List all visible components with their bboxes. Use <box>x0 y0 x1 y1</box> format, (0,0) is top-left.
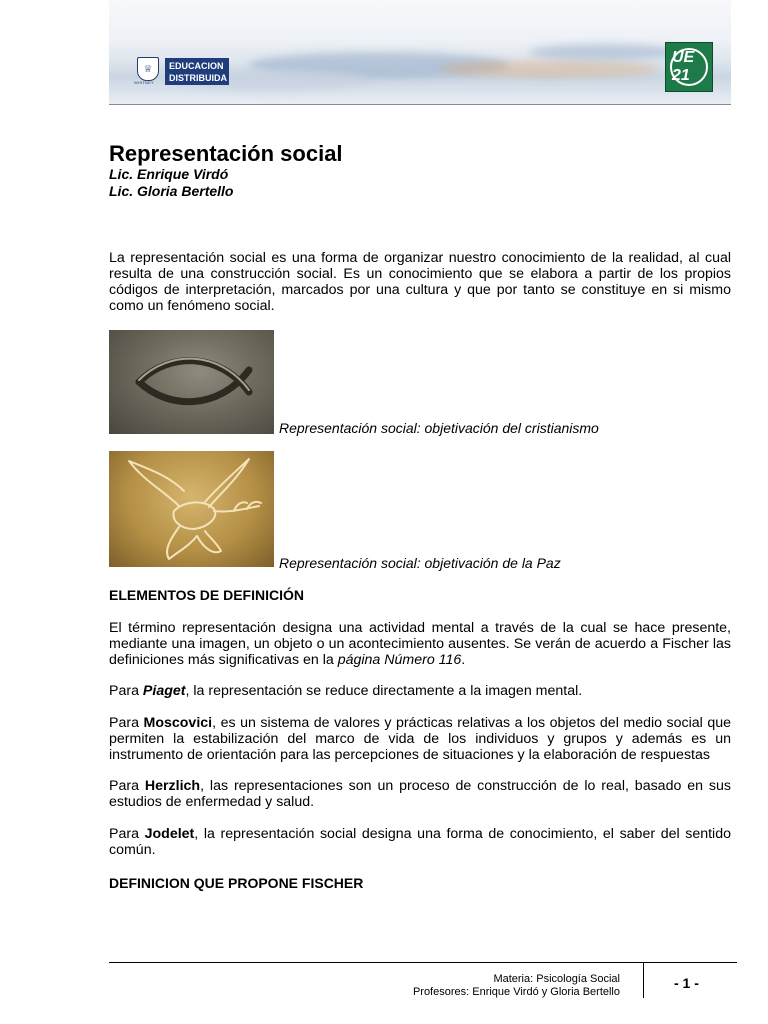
text-run: Para <box>109 683 143 699</box>
footer-materia: Materia: Psicología Social <box>493 973 620 985</box>
educacion-distribuida-logo <box>165 58 229 85</box>
figure-caption-1: Representación social: objetivación del cristianismo <box>279 420 599 436</box>
author-name: Moscovici <box>143 715 213 731</box>
dove-icon <box>109 451 274 567</box>
author-name: Herzlich <box>144 778 201 794</box>
text-run: , es un sistema de valores y prácticas relativas a los objetos del medio social que permiten la estabilización del marco de vida de los individuos y grupos y además es un instrumento de orientación para las percepciones de situaciones y la elaboración de respuestas <box>109 715 731 763</box>
section-heading-fischer: DEFINICION QUE PROPONE FISCHER <box>109 875 364 891</box>
fish-symbol-icon <box>109 330 274 434</box>
author-name: Jodelet <box>144 826 195 842</box>
intro-paragraph: La representación social es una forma de organizar nuestro conocimiento de la realidad, al cual resulta de una construcción social. Es un conocimiento que se elabora a partir de los propios códigos de interpretación, marcados por una cultura y que por tanto se constituye en si mismo como un fenómeno social. <box>109 250 731 314</box>
crest-label: WHITNEY <box>134 80 154 85</box>
text-run: . <box>461 652 466 668</box>
text-run: , la representación social designa una forma de conocimiento, el saber del sentido común. <box>109 826 731 858</box>
page-title: Representación social <box>109 141 343 166</box>
definition-intro-paragraph <box>109 620 731 668</box>
dove-photo <box>109 451 274 567</box>
text-run: Para <box>109 715 144 731</box>
text-run: El término representación designa una actividad mental a través de la cual se hace presente, mediante una imagen, un objeto o un acontecimiento ausentes. Se verán de acuerdo a Fischer las definiciones más significativas en la <box>109 620 731 668</box>
text-run: Para <box>109 826 145 842</box>
definition-piaget <box>109 683 731 699</box>
section-heading-elementos: ELEMENTOS DE DEFINICIÓN <box>109 587 304 603</box>
text-run: , las representaciones son un proceso de construcción de lo real, basado en sus estudios de enfermedad y salud. <box>109 778 731 810</box>
author-2: Lic. Gloria Bertello <box>109 183 234 199</box>
footer-profesores: Profesores: Enrique Virdó y Gloria Bertello <box>412 986 620 998</box>
logo-line-1: EDUCACION <box>169 61 224 71</box>
header-banner <box>109 0 731 105</box>
banner-cloud <box>529 44 679 60</box>
university-crest-icon: ♕ <box>137 57 159 81</box>
page-number: - 1 - <box>674 975 699 991</box>
author-name: Piaget <box>142 683 186 699</box>
logo-line-2: DISTRIBUIDA <box>169 73 227 83</box>
ichthys-photo <box>109 330 274 434</box>
ue21-logo <box>665 42 713 92</box>
definition-moscovici <box>109 715 731 763</box>
page-reference: página Número 116 <box>337 652 462 668</box>
figure-caption-2: Representación social: objetivación de la Paz <box>279 555 561 571</box>
author-1: Lic. Enrique Virdó <box>109 166 229 182</box>
footer-vertical-divider <box>643 962 644 998</box>
ue21-logo-mark: UE 21 <box>670 48 708 86</box>
banner-cloud <box>439 60 659 78</box>
text-run: , la representación se reduce directamente a la imagen mental. <box>185 683 583 699</box>
text-run: Para <box>109 778 145 794</box>
definition-herzlich <box>109 778 731 810</box>
definition-jodelet <box>109 826 731 858</box>
